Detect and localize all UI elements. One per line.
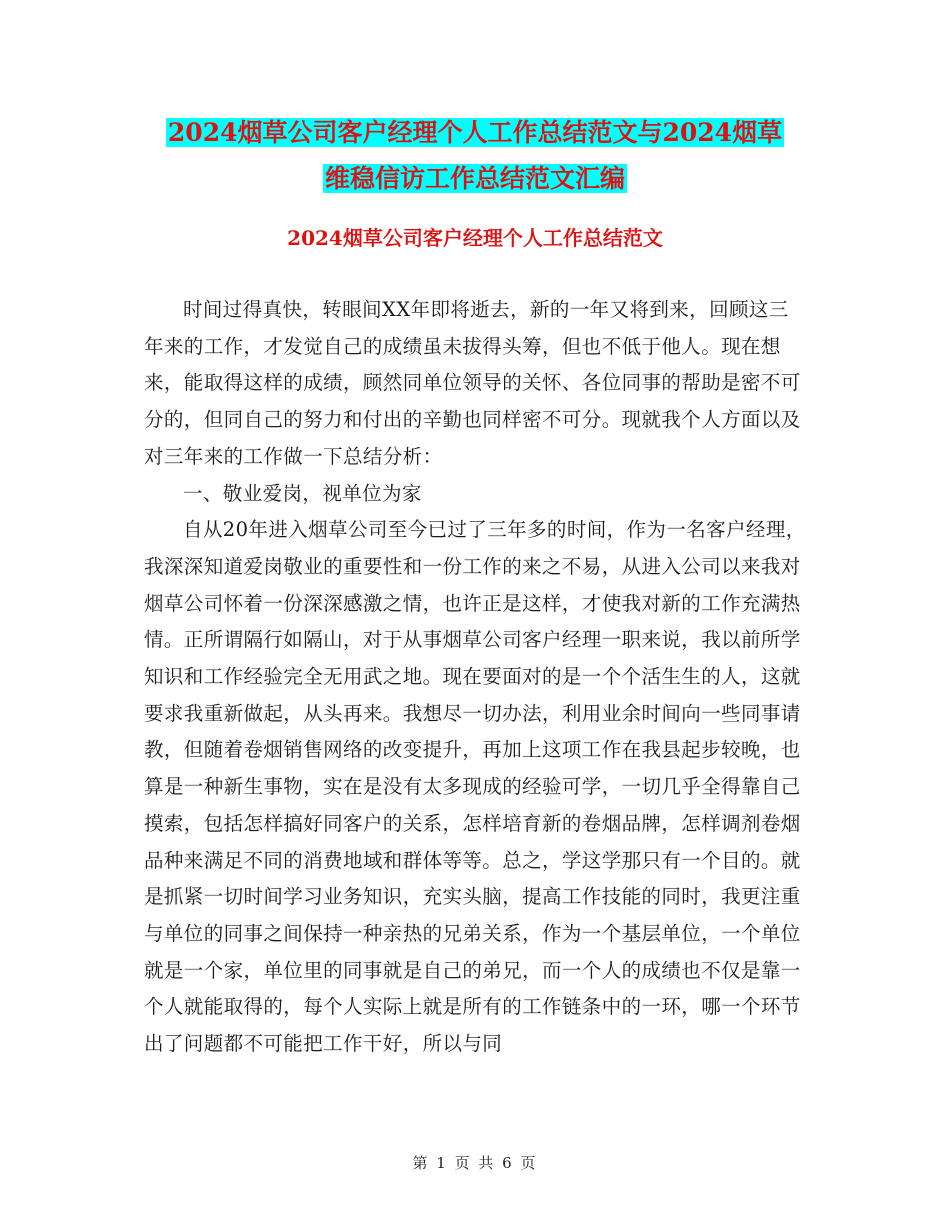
paragraph-main: 自从20年进入烟草公司至今已过了三年多的时间，作为一名客户经理，我深深知道爱岗敬业的重要性和一份工作的来之不易，从进入公司以来我对烟草公司怀着一份深深感激之情，也许正是这样，才使我对新的工作充满热情。正所谓隔行如隔山，对于从事烟草公司客户经理一职来说，我以前所学知识和工作经验完全无用武之地。现在要面对的是一个个活生生的人，这就要求我重新做起，从头再来。我想尽一切办法，利用业余时间向一些同事请教，但随着卷烟销售网络的改变提升，再加上这项工作在我县起步较晚，也算是一种新生事物，实在是没有太多现成的经验可学，一切几乎全得靠自己摸索，包括怎样搞好同客户的关系，怎样培育新的卷烟品牌，怎样调剂卷烟品种来满足不同的消费地域和群体等等。总之，学这学那只有一个目的。就是抓紧一切时间学习业务知识，充实头脑，提高工作技能的同时，我更注重与单位的同事之间保持一种亲热的兄弟关系，作为一个基层单位，一个单位就是一个家，单位里的同事就是自己的弟兄，而一个人的成绩也不仅是靠一个人就能取得的，每个人实际上就是所有的工作链条中的一环，哪一个环节出了问题都不可能把工作干好，所以与同 — [144, 518, 806, 1056]
title-line-2: 维稳信访工作总结范文汇编 — [324, 164, 625, 193]
section-title: 2024烟草公司客户经理个人工作总结范文 — [287, 226, 663, 250]
title-line-1: 2024烟草公司客户经理个人工作总结范文与2024烟草 — [167, 118, 783, 147]
document-body — [144, 292, 808, 1063]
paragraph-heading-1: 一、敬业爱岗，视单位为家 — [183, 481, 422, 505]
paragraph-intro: 时间过得真快，转眼间XX年即将逝去，新的一年又将到来，回顾这三年来的工作，才发觉自己的成绩虽未拔得头筹，但也不低于他人。现在想来，能取得这样的成绩，顾然同单位领导的关怀、各位同事的帮助是密不可分的，但同自己的努力和付出的辛勤也同样密不可分。现就我个人方面以及对三年来的工作做一下总结分析： — [144, 298, 801, 468]
page-footer: 第 1 页 共 6 页 — [412, 1154, 538, 1172]
document-title — [120, 110, 830, 202]
